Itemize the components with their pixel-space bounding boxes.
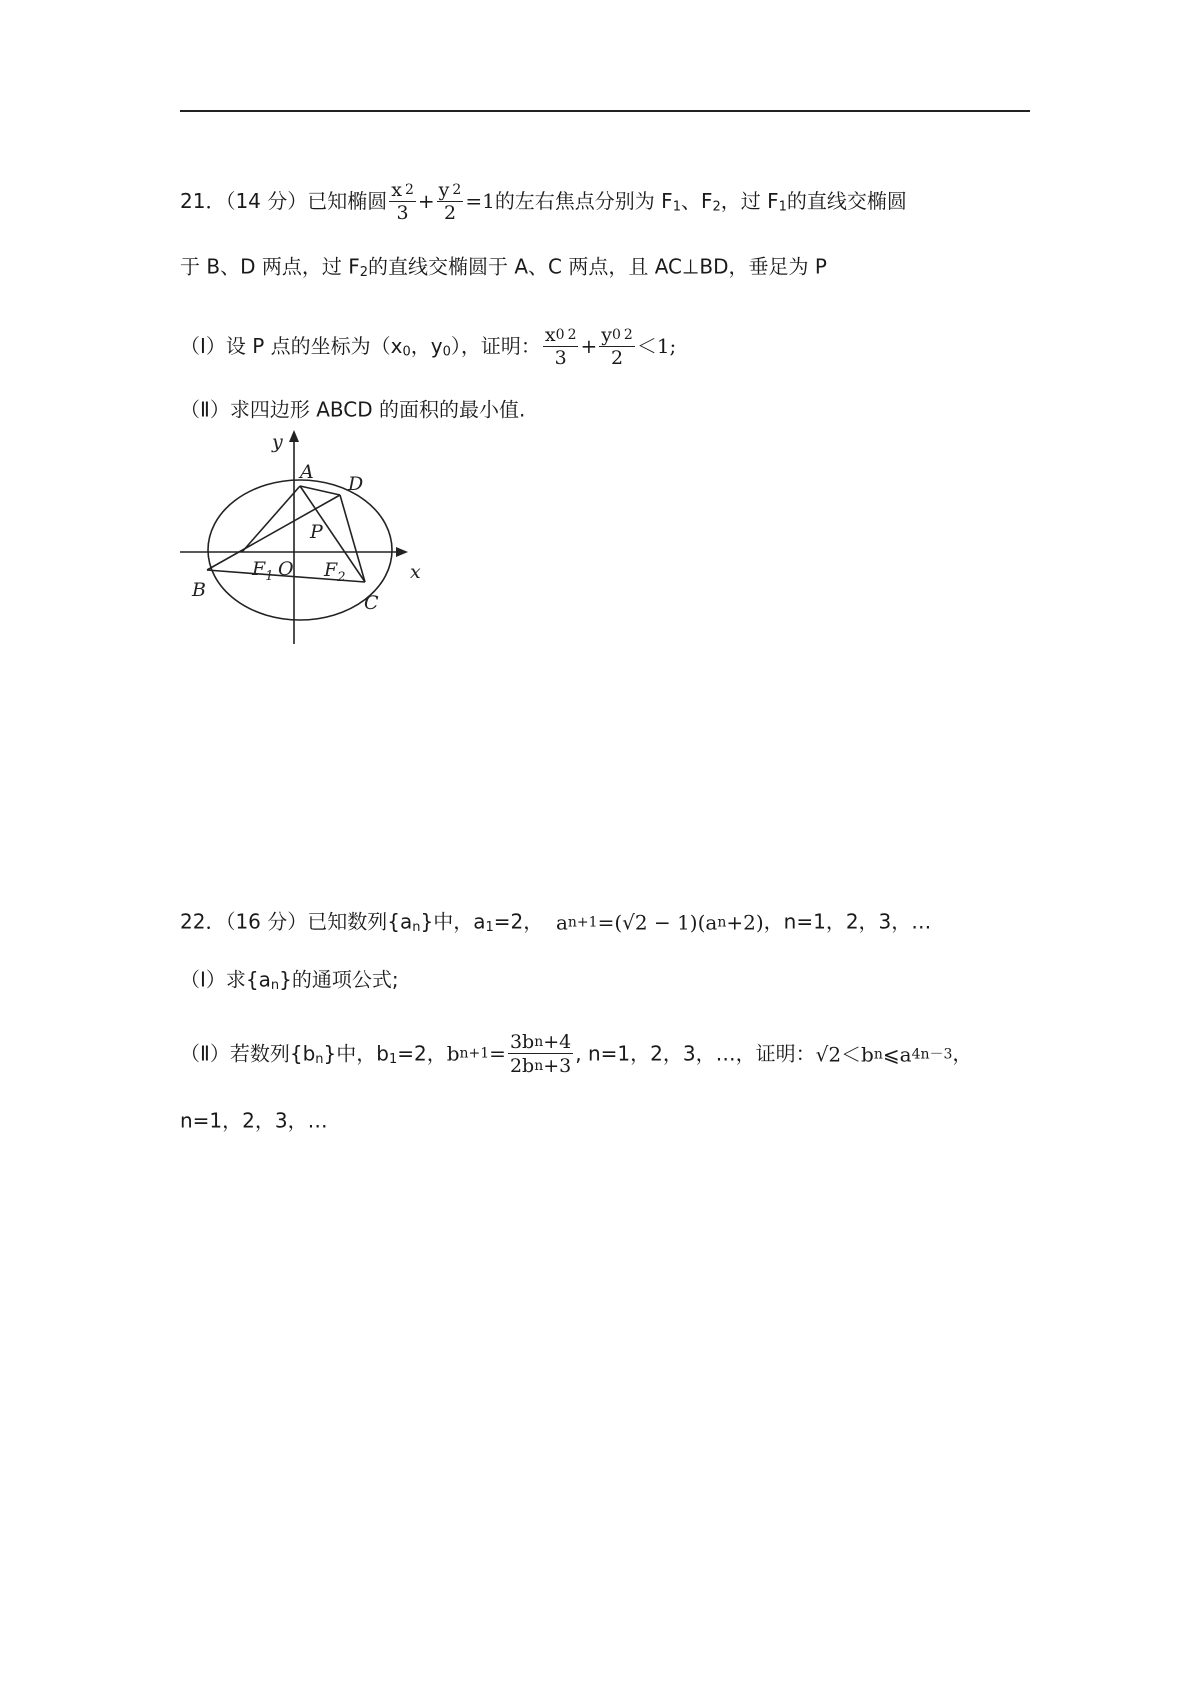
ellipse-frac-x: $\frac{x 2}{3}$ [391,179,414,224]
line-dc [340,495,365,582]
recurrence-a: an+1=(√2 − 1)(an+2) [555,910,764,935]
q21-line2: 于 B、D 两点，过 $F_2$的直线交椭圆于 A、C 两点，且 AC⊥BD，垂足为 P [180,254,827,280]
label-F1: $F_1$ [252,558,274,584]
q21-prefix: 21．（14 分）已知椭圆 [180,189,388,213]
ineq-frac-x: $\frac{x0 2}{3}$ [544,324,577,369]
ineq-b: √2＜bn⩽a4n－3 [815,1042,953,1067]
label-P: P [310,521,323,543]
q21-line1: 21．（14 分）已知椭圆 $\frac{x 2}{3}$ + $\frac{y 2}{2}$ =1的左右焦点分别为 $F_1$、$F_2$，过 $F_1$的直线交椭圆 [180,179,907,224]
line-af1 [242,486,300,552]
q22-part1: （Ⅰ）求$\{a_n\}$的通项公式; [180,967,399,993]
q21-part2: （Ⅱ）求四边形 ABCD 的面积的最小值. [180,397,526,422]
ellipse-figure [180,430,430,655]
recurrence-b: bn+1= $\frac{3bn+4}{2bn+3}$ [446,1031,572,1077]
ineq-frac-y: $\frac{y0 2}{2}$ [601,324,633,369]
header-rule [180,110,1030,112]
y-axis-arrow [289,430,299,442]
ellipse-frac-y: $\frac{y 2}{2}$ [438,179,462,224]
label-D: D [348,473,364,495]
label-A: A [300,461,314,483]
q22-part2: （Ⅱ）若数列$\{b_n\}$中，$b_1=2$，bn+1= $\frac{3bn+4}{2bn+3}$ , n=1，2，3，…，证明：√2＜bn⩽a4n－3， [180,1031,973,1077]
q21-part1: （Ⅰ）设 P 点的坐标为（$x_0$，$y_0$），证明： $\frac{x0 2}{3}$ + $\frac{y0 2}{2}$ ＜1; [180,324,677,369]
label-B: B [192,579,206,601]
label-x: x [410,561,421,583]
q22-last-line: n=1，2，3，… [180,1108,328,1133]
label-F2: $F_2$ [324,559,346,585]
label-y: y [272,431,283,453]
x-axis-arrow [396,547,408,557]
brec-frac: $\frac{3bn+4}{2bn+3}$ [509,1031,572,1077]
q22-line1: 22．（16 分）已知数列$\{a_n\}$中，$a_1=2$， an+1=(√2 − 1)(an+2)，n=1，2，3，… [180,909,932,935]
label-O: O [278,558,294,580]
label-C: C [364,592,379,614]
